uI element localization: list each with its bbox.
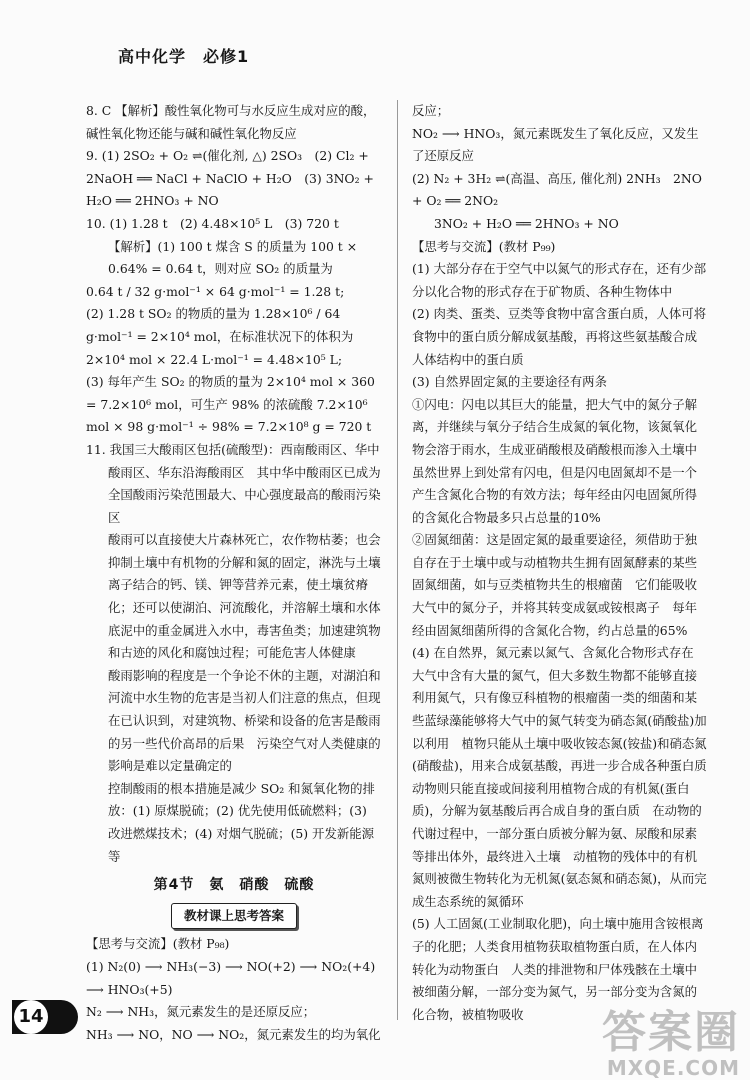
nitrogen-item-5: (5) 人工固氮(工业制取化肥)，向土壤中施用含铵根离子的化肥；人类食用植物获取植物蛋白质，在人体内转化为动物蛋白 人类的排泄物和尸体残骸在土壤中被细菌分解，一部分变为氮气，另一部分变为含氮的化合物，被植物吸收 xyxy=(412,916,704,1022)
page-header: 高中化学 必修1 xyxy=(118,47,250,66)
answer-11-para-2: 酸雨影响的程度是一个争论不休的主题，对湖泊和河流中水生物的危害是当初人们注意的焦点，但现在已认识到，对建筑物、桥梁和设备的危害是酸雨的另一些代价高昂的后果 污染空气对人类健康的影响是难以定量确定的 xyxy=(108,667,381,774)
nitrogen-item-3b: ②固氮细菌：这是固定氮的最重要途径，须借助于独自存在于土壤中或与动植物共生拥有固氮酵素的某些固氮细菌，如与豆类植物共生的根瘤菌 它们能吸收大气中的氮分子，并将其转变成氨或铵根离子 每年经由固氮细菌所得的含氮化合物，约占总量的65% xyxy=(412,532,697,638)
answer-10-calc-1: 0.64 t / 32 g·mol⁻¹ × 64 g·mol⁻¹ = 1.28 t; xyxy=(86,283,345,299)
right-line-0: 反应； xyxy=(412,103,450,118)
watermark xyxy=(602,1007,740,1080)
nitrogen-chain: (1) N₂(0) ⟶ NH₃(−3) ⟶ NO(+2) ⟶ NO₂(+4) ⟶ HNO₃(+5) xyxy=(86,958,376,997)
column-divider xyxy=(397,100,398,1020)
watermark-url: MXQE.COM xyxy=(606,1056,740,1080)
nitrogen-item-3: (3) 自然界固定氮的主要途径有两条 xyxy=(412,374,607,390)
watermark-text: 答案圈 xyxy=(602,1007,740,1058)
left-column xyxy=(86,100,382,1046)
think-exchange-heading-2: 【思考与交流】(教材 P₉₉) xyxy=(412,238,556,254)
page-number-tab xyxy=(12,1000,78,1034)
answer-10-calc-3: (3) 每年产生 SO₂ 的物质的量为 2×10⁴ mol × 360 = 7.2×10⁶ mol，可生产 98% 的浓硫酸 7.2×10⁶ mol × 98 g·mol⁻¹ ÷ 98% = 7.2×10⁸ g = 720 t xyxy=(86,374,375,435)
page-number: 14 xyxy=(14,1000,48,1034)
oxidation-note: NH₃ ⟶ NO，NO ⟶ NO₂，氮元素发生的均为氧化 xyxy=(86,1026,381,1042)
reaction-2b: 3NO₂ + H₂O ══ 2HNO₃ + NO xyxy=(434,215,619,231)
answer-8: 8. C 【解析】酸性氧化物可与水反应生成对应的酸，碱性氧化物还能与碱和碱性氧化物反应 xyxy=(86,103,376,141)
nitrogen-item-1: (1) 大部分存在于空气中以氮气的形式存在，还有少部分以化合物的形式存在于矿物质、各种生物体中 xyxy=(412,261,707,299)
reaction-2: (2) N₂ + 3H₂ ⇌(高温、高压, 催化剂) 2NH₃ 2NO + O₂ ══ 2NO₂ xyxy=(412,170,702,209)
think-exchange-heading: 【思考与交流】(教材 P₉₈) xyxy=(86,936,230,952)
answer-11-para-3: 控制酸雨的根本措施是减少 SO₂ 和氮氧化物的排放：(1) 原煤脱硫；(2) 优先使用低硫燃料；(3) 改进燃煤技术；(4) 对烟气脱硫；(5) 开发新能源等 xyxy=(108,780,375,864)
section-title: 第4节 氨 硝酸 硫酸 xyxy=(153,877,315,894)
answer-9: 9. (1) 2SO₂ + O₂ ⇌(催化剂, △) 2SO₃ (2) Cl₂ + 2NaOH ══ NaCl + NaClO + H₂O (3) 3NO₂ + H₂O ══ 2HNO₃ + NO xyxy=(86,148,374,209)
nitrogen-item-3a: ①闪电：闪电以其巨大的能量，把大气中的氮分子解离，并继续与氧分子结合生成氮的氧化物，该氮氧化物会溶于雨水，生成亚硝酸根及硝酸根而渗入土壤中 虽然世界上到处常有闪电，但是闪电固氮却不是一个产生含氮化合物的有效方法；每年经由闪电固氮所得的含氮化合物最多只占总量的10% xyxy=(412,396,710,525)
answer-11-para-1: 酸雨可以直接使大片森林死亡，农作物枯萎；也会抑制土壤中有机物的分解和氮的固定，淋洗与土壤离子结合的钙、镁、钾等营养元素，使土壤贫瘠化；还可以使湖泊、河流酸化，并溶解土壤和水体底泥中的重金属进入水中，毒害鱼类；加速建筑物和古迹的风化和腐蚀过程；可能危害人体健康 xyxy=(108,532,381,661)
answer-11: 11. 我国三大酸雨区包括(硫酸型)：西南酸雨区、华中酸雨区、华东沿海酸雨区 其中华中酸雨区已成为全国酸雨污染范围最大、中心强度最高的酸雨污染区 xyxy=(86,441,381,525)
answer-10-analysis: 【解析】(1) 100 t 煤含 S 的质量为 100 t × 0.64% = 0.64 t，则对应 SO₂ 的质量为 xyxy=(108,238,358,277)
nitrogen-item-2: (2) 肉类、蛋类、豆类等食物中富含蛋白质，人体可将食物中的蛋白质分解成氨基酸，再将这些氨基酸合成人体结构中的蛋白质 xyxy=(412,306,707,367)
right-line-1: NO₂ ⟶ HNO₃，氮元素既发生了氧化反应，又发生了还原反应 xyxy=(412,125,699,164)
answer-10-calc-2: (2) 1.28 t SO₂ 的物质的量为 1.28×10⁶ / 64 g·mol⁻¹ = 2×10⁴ mol，在标准状况下的体积为 2×10⁴ mol × 22.4 L·mol⁻¹ = 4.48×10⁵ L; xyxy=(86,306,354,367)
section-banner: 教材课上思考答案 xyxy=(171,903,297,930)
reduction-note: N₂ ⟶ NH₃，氮元素发生的是还原反应； xyxy=(86,1004,316,1020)
nitrogen-item-4: (4) 在自然界，氮元素以氮气、含氮化合物形式存在 大气中含有大量的氮气，但大多数生物都不能够直接利用氮气，只有像豆科植物的根瘤菌一类的细菌和某些蓝绿藻能够将大气中的氮气转变为硝态氮(硝酸盐)加以利用 植物只能从土壤中吸收铵态氮(铵盐)和硝态氮(硝酸盐)，用来合成氨基酸，再进一步合成各种蛋白质 动物则只能直接或间接利用植物合成的有机氮(蛋白质)，分解为氨基酸后再合成自身的蛋白质 在动物的代谢过程中，一部分蛋白质被分解为氨、尿酸和尿素等排出体外，最终进入土壤 动植物的残体中的有机氮则被微生物转化为无机氮(氨态氮和硝态氮)，从而完成生态系统的氮循环 xyxy=(412,645,720,909)
right-column xyxy=(412,100,720,1026)
answer-10: 10. (1) 1.28 t (2) 4.48×10⁵ L (3) 720 t xyxy=(86,215,339,231)
